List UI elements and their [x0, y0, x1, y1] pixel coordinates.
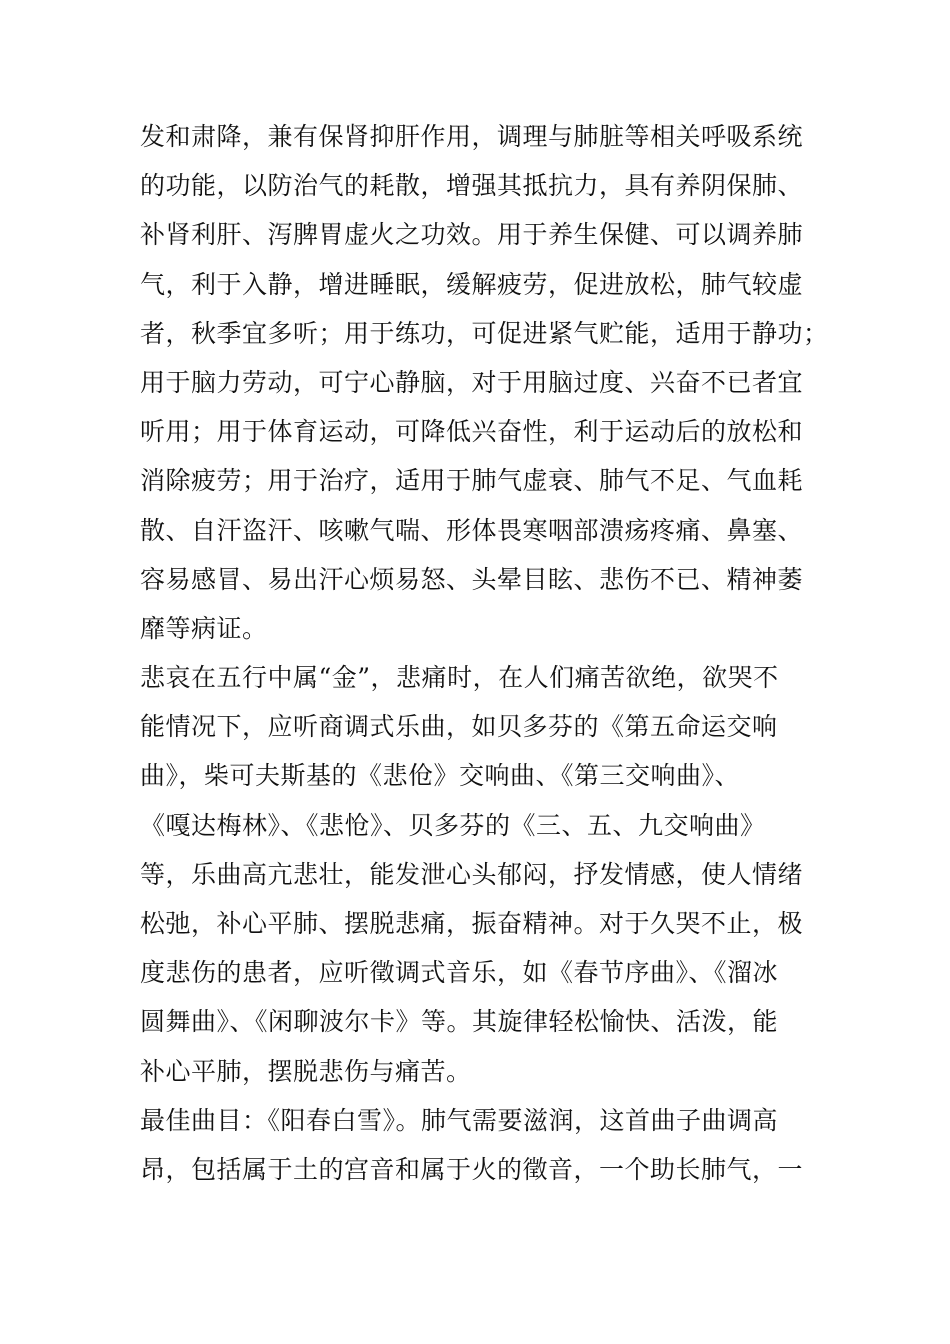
text-line: 补肾利肝、泻脾胃虚火之功效。用于养生保健、可以调养肺 [140, 220, 804, 250]
text-line: 昂，包括属于土的宫音和属于火的徵音，一个助长肺气，一 [140, 1154, 804, 1184]
text-line: 发和肃降，兼有保肾抑肝作用，调理与肺脏等相关呼吸系统 [140, 122, 804, 151]
text-line: 消除疲劳；用于治疗，适用于肺气虚衰、肺气不足、气血耗 [140, 466, 804, 496]
text-line: 《嘎达梅林》、《悲怆》、贝多芬的《三、五、九交响曲》 [140, 810, 766, 840]
text-line: 最佳曲目：《阳春白雪》。肺气需要滋润，这首曲子曲调高 [140, 1105, 779, 1135]
text-line: 散、自汗盗汗、咳嗽气喘、形体畏寒咽部溃疡疼痛、鼻塞、 [140, 515, 804, 545]
text-line: 曲》，柴可夫斯基的《悲伧》交响曲、《第三交响曲》、 [140, 761, 741, 791]
text-line: 度悲伤的患者，应听徵调式音乐，如《春节序曲》、《溜冰 [140, 958, 779, 988]
text-line: 悲哀在五行中属“金”，悲痛时，在人们痛苦欲绝，欲哭不 [140, 663, 779, 693]
text-line: 用于脑力劳动，可宁心静脑，对于用脑过度、兴奋不已者宜 [140, 367, 804, 397]
text-line: 圆舞曲》、《闲聊波尔卡》等。其旋律轻松愉快、活泼，能 [140, 1007, 779, 1037]
text-line: 的功能，以防治气的耗散，增强其抵抗力，具有养阴保肺、 [140, 171, 804, 201]
text-line: 靡等病证。 [140, 613, 268, 643]
text-line: 听用；用于体育运动，可降低兴奋性，利于运动后的放松和 [140, 417, 804, 447]
body-text [140, 112, 829, 1194]
text-line: 气，利于入静，增进睡眠，缓解疲劳，促进放松，肺气较虚 [140, 269, 804, 299]
text-line: 松弛，补心平肺、摆脱悲痛，振奋精神。对于久哭不止，极 [140, 909, 804, 938]
text-line: 容易感冒、易出汗心烦易怒、头晕目眩、悲伤不已、精神萎 [140, 564, 804, 594]
text-line: 者，秋季宜多听；用于练功，可促进紧气贮能，适用于静功； [140, 318, 829, 348]
text-line: 能情况下，应听商调式乐曲，如贝多芬的《第五命运交响 [140, 712, 778, 742]
text-line: 补心平肺，摆脱悲伤与痛苦。 [140, 1056, 472, 1086]
text-line: 等，乐曲高亢悲壮，能发泄心头郁闷，抒发情感，使人情绪 [140, 859, 804, 889]
